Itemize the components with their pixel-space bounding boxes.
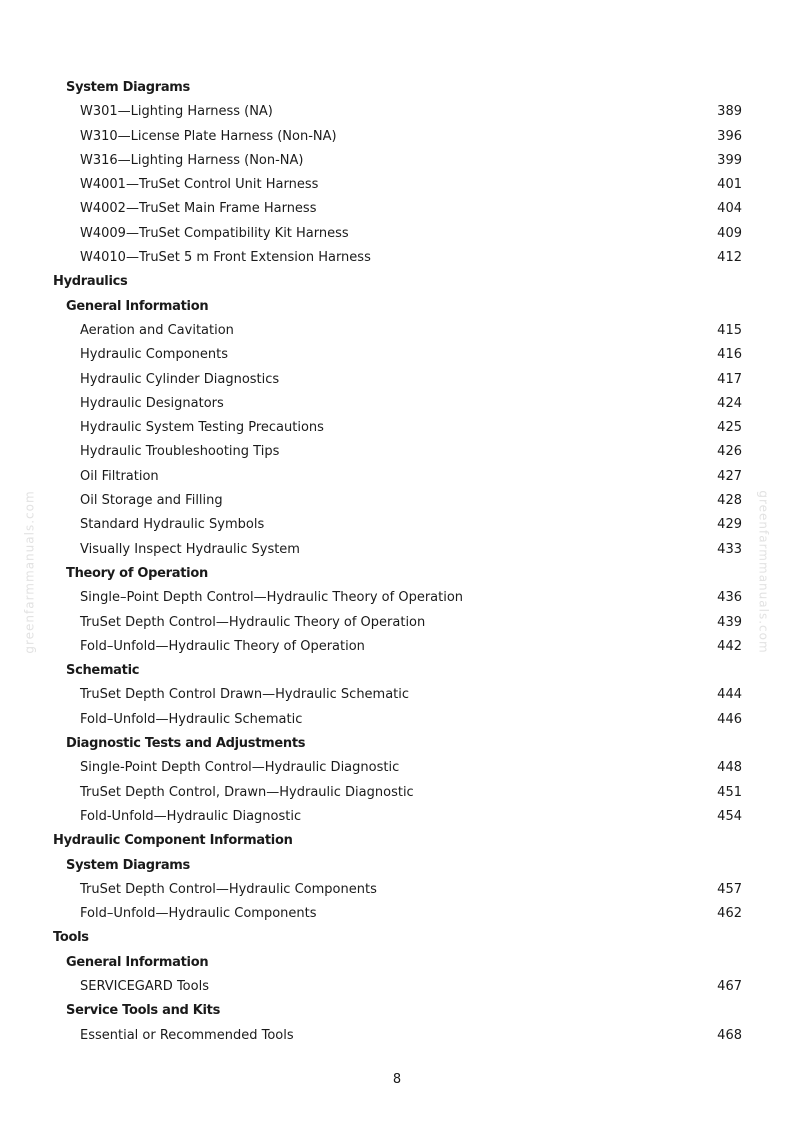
toc-entry-page: 454 (717, 808, 742, 824)
toc-entry-title: Diagnostic Tests and Adjustments (66, 736, 306, 752)
toc-subsection-heading (0, 951, 794, 975)
toc-entry[interactable] (0, 902, 794, 926)
toc-entry-title: Hydraulic System Testing Precautions (80, 420, 324, 436)
toc-entry[interactable] (0, 125, 794, 149)
toc-entry[interactable] (0, 781, 794, 805)
toc-entry-title: Hydraulic Component Information (53, 833, 293, 849)
toc-entry[interactable] (0, 635, 794, 659)
toc-entry-title: Fold–Unfold—Hydraulic Theory of Operation (80, 638, 365, 654)
toc-entry[interactable] (0, 1024, 794, 1048)
toc-entry-title: W4002—TruSet Main Frame Harness (80, 201, 317, 217)
toc-entry-title: Aeration and Cavitation (80, 322, 234, 338)
toc-subsection-heading (0, 659, 794, 683)
toc-entry-page: 425 (717, 420, 742, 436)
toc-entry[interactable] (0, 173, 794, 197)
toc-entry-title: Hydraulic Cylinder Diagnostics (80, 371, 280, 387)
toc-entry[interactable] (0, 513, 794, 537)
toc-entry[interactable] (0, 100, 794, 124)
toc-entry[interactable] (0, 149, 794, 173)
toc-entry-page: 444 (717, 687, 742, 703)
toc-subsection-heading (0, 999, 794, 1023)
toc-entry-page: 439 (717, 614, 742, 630)
toc-entry-title: Single-Point Depth Control—Hydraulic Diagnostic (80, 760, 400, 776)
toc-entry[interactable] (0, 708, 794, 732)
toc-entry-title: Oil Storage and Filling (80, 493, 223, 509)
toc-entry[interactable] (0, 440, 794, 464)
toc-entry-title: Oil Filtration (80, 468, 159, 484)
toc-entry-title: Essential or Recommended Tools (80, 1027, 294, 1043)
toc-entry-title: Theory of Operation (66, 565, 208, 581)
toc-entry-page: 415 (717, 322, 742, 338)
toc-entry-title: TruSet Depth Control Drawn—Hydraulic Schematic (80, 687, 410, 703)
toc-entry-title: W310—License Plate Harness (Non-NA) (80, 128, 337, 144)
toc-entry-title: Hydraulic Designators (80, 395, 224, 411)
toc-subsection-heading (0, 295, 794, 319)
toc-entry-page: 448 (717, 760, 742, 776)
table-of-contents (0, 76, 794, 1048)
toc-entry-page: 399 (717, 152, 742, 168)
toc-entry[interactable] (0, 756, 794, 780)
toc-entry-title: TruSet Depth Control—Hydraulic Components (80, 881, 377, 897)
toc-entry-page: 457 (717, 881, 742, 897)
toc-entry[interactable] (0, 368, 794, 392)
toc-section-heading (0, 829, 794, 853)
toc-entry-title: TruSet Depth Control—Hydraulic Theory of Operation (80, 614, 426, 630)
toc-subsection-heading (0, 854, 794, 878)
toc-entry-title: W301—Lighting Harness (NA) (80, 104, 273, 120)
toc-entry[interactable] (0, 878, 794, 902)
toc-entry[interactable] (0, 246, 794, 270)
toc-entry-page: 417 (717, 371, 742, 387)
toc-entry-title: SERVICEGARD Tools (80, 978, 209, 994)
toc-entry-title: Standard Hydraulic Symbols (80, 517, 265, 533)
toc-entry[interactable] (0, 538, 794, 562)
page-number: 8 (392, 1072, 402, 1087)
toc-entry[interactable] (0, 319, 794, 343)
toc-entry-title: W4009—TruSet Compatibility Kit Harness (80, 225, 349, 241)
toc-entry-title: Tools (53, 930, 89, 946)
toc-entry[interactable] (0, 197, 794, 221)
toc-entry-page: 416 (717, 347, 742, 363)
toc-entry-page: 424 (717, 395, 742, 411)
toc-entry[interactable] (0, 222, 794, 246)
toc-entry-page: 428 (717, 493, 742, 509)
toc-entry-title: Hydraulic Troubleshooting Tips (80, 444, 280, 460)
watermark-right: greenfarmmanuals.com (756, 490, 771, 654)
toc-entry-page: 446 (717, 711, 742, 727)
toc-entry-page: 468 (717, 1027, 742, 1043)
toc-entry-title: System Diagrams (66, 80, 190, 95)
toc-entry-title: W4010—TruSet 5 m Front Extension Harness (80, 250, 371, 266)
toc-entry-page: 442 (717, 638, 742, 654)
toc-entry-page: 401 (717, 177, 742, 193)
toc-entry-title: Fold-Unfold—Hydraulic Diagnostic (80, 808, 302, 824)
toc-section-heading (0, 270, 794, 294)
toc-entry-page: 436 (717, 590, 742, 606)
toc-entry-page: 396 (717, 128, 742, 144)
toc-subsection-heading (0, 76, 794, 100)
toc-entry-title: System Diagrams (66, 857, 190, 873)
toc-entry[interactable] (0, 465, 794, 489)
toc-entry[interactable] (0, 683, 794, 707)
toc-entry[interactable] (0, 611, 794, 635)
toc-entry[interactable] (0, 975, 794, 999)
toc-entry[interactable] (0, 586, 794, 610)
toc-entry[interactable] (0, 805, 794, 829)
toc-entry[interactable] (0, 392, 794, 416)
toc-entry-page: 404 (717, 201, 742, 217)
toc-entry[interactable] (0, 343, 794, 367)
toc-entry-page: 451 (717, 784, 742, 800)
toc-entry-page: 389 (717, 104, 742, 120)
toc-entry-title: Fold–Unfold—Hydraulic Components (80, 906, 317, 922)
toc-entry-title: Schematic (66, 663, 140, 679)
toc-subsection-heading (0, 732, 794, 756)
toc-entry-title: TruSet Depth Control, Drawn—Hydraulic Diagnostic (80, 784, 414, 800)
watermark-left: greenfarmmanuals.com (22, 490, 37, 654)
toc-entry-title: Fold–Unfold—Hydraulic Schematic (80, 711, 303, 727)
toc-entry-title: General Information (66, 954, 209, 970)
toc-entry-title: Hydraulics (53, 274, 128, 290)
toc-entry-page: 433 (717, 541, 742, 557)
toc-entry-page: 467 (717, 978, 742, 994)
toc-entry-title: Single–Point Depth Control—Hydraulic Theory of Operation (80, 590, 464, 606)
toc-entry-page: 409 (717, 225, 742, 241)
toc-entry-title: Service Tools and Kits (66, 1003, 221, 1019)
toc-subsection-heading (0, 562, 794, 586)
toc-entry-page: 426 (717, 444, 742, 460)
toc-entry-title: Visually Inspect Hydraulic System (80, 541, 300, 557)
toc-entry-title: W4001—TruSet Control Unit Harness (80, 177, 319, 193)
toc-entry-page: 427 (717, 468, 742, 484)
toc-entry-title: General Information (66, 298, 209, 314)
toc-entry-page: 429 (717, 517, 742, 533)
toc-entry-page: 462 (717, 906, 742, 922)
toc-entry-page: 412 (717, 250, 742, 266)
toc-entry-title: Hydraulic Components (80, 347, 229, 363)
toc-section-heading (0, 926, 794, 950)
toc-entry[interactable] (0, 489, 794, 513)
toc-entry-title: W316—Lighting Harness (Non-NA) (80, 152, 304, 168)
toc-entry[interactable] (0, 416, 794, 440)
